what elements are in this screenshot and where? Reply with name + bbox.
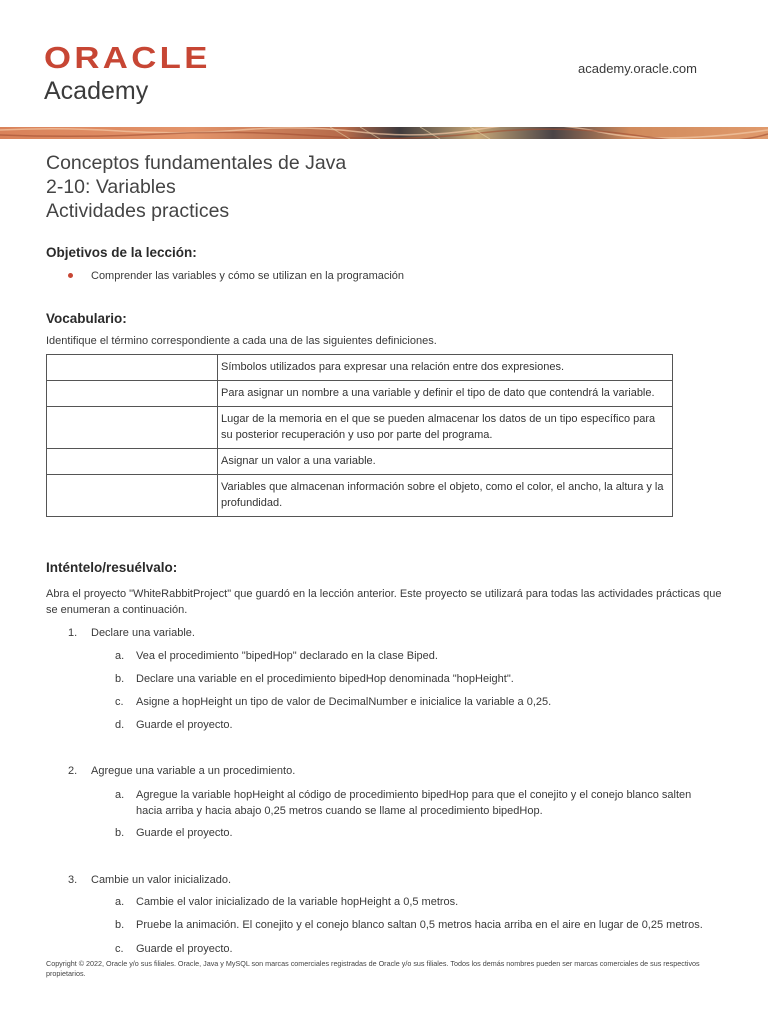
table-row bbox=[47, 475, 673, 517]
substep-text: Declare una variable en el procedimiento bipedHop denominada "hopHeight". bbox=[136, 673, 514, 685]
term-cell bbox=[47, 355, 218, 381]
step-number: 2. bbox=[68, 765, 78, 777]
substep-letter: b. bbox=[115, 827, 125, 839]
title-block bbox=[46, 151, 346, 223]
substep-text: Asigne a hopHeight un tipo de valor de DecimalNumber e inicialice la variable a 0,25. bbox=[136, 696, 552, 708]
substep-text: Vea el procedimiento "bipedHop" declarado en la clase Biped. bbox=[136, 650, 438, 662]
definition-cell: Variables que almacenan información sobre el objeto, como el color, el ancho, la altura y la profundidad. bbox=[218, 475, 673, 517]
substep-text: Guarde el proyecto. bbox=[136, 827, 233, 839]
definition-cell: Símbolos utilizados para expresar una relación entre dos expresiones. bbox=[218, 355, 673, 381]
vocabulary-heading: Vocabulario: bbox=[46, 311, 127, 326]
substep-letter: b. bbox=[115, 919, 125, 931]
substep-text: Guarde el proyecto. bbox=[136, 943, 233, 955]
try-it-intro: Abra el proyecto "WhiteRabbitProject" que guardó en la lección anterior. Este proyecto se utilizará para todas las actividades prácticas que se enumeran a continuación. bbox=[46, 588, 722, 616]
copyright-footer: Copyright © 2022, Oracle y/o sus filiales. Oracle, Java y MySQL son marcas comerciales registradas de Oracle y/o sus filiales. Todos los demás nombres pueden ser marcas comerciales de sus respectivos propietarios. bbox=[46, 959, 700, 978]
lesson-title: 2-10: Variables bbox=[46, 176, 176, 198]
substep-letter: a. bbox=[115, 650, 125, 662]
table-row bbox=[47, 355, 673, 381]
step-text: Declare una variable. bbox=[91, 627, 195, 639]
table-row bbox=[47, 381, 673, 407]
substep-letter: b. bbox=[115, 673, 125, 685]
oracle-logo: ORACLE bbox=[44, 40, 211, 75]
step-number: 1. bbox=[68, 627, 78, 639]
step-text: Agregue una variable a un procedimiento. bbox=[91, 765, 296, 777]
term-cell bbox=[47, 449, 218, 475]
term-cell bbox=[47, 475, 218, 517]
objectives-heading: Objetivos de la lección: bbox=[46, 245, 197, 260]
substep-text: Agregue la variable hopHeight al código de procedimiento bipedHop para que el conejito y el conejo blanco salten hacia arriba y hacia abajo 0,25 metros cuando se llame al procedimiento bipedHop. bbox=[136, 789, 692, 817]
table-row bbox=[47, 449, 673, 475]
substep-letter: c. bbox=[115, 696, 124, 708]
academy-logo-text: Academy bbox=[44, 77, 149, 105]
term-cell bbox=[47, 381, 218, 407]
activity-title: Actividades practices bbox=[46, 200, 230, 222]
step-text: Cambie un valor inicializado. bbox=[91, 874, 232, 886]
vocabulary-intro: Identifique el término correspondiente a cada una de las siguientes definiciones. bbox=[46, 335, 437, 347]
definition-cell: Para asignar un nombre a una variable y definir el tipo de dato que contendrá la variable. bbox=[218, 381, 673, 407]
term-cell bbox=[47, 407, 218, 449]
substep-text: Cambie el valor inicializado de la variable hopHeight a 0,5 metros. bbox=[136, 896, 459, 908]
substep-letter: c. bbox=[115, 943, 124, 955]
substep-letter: a. bbox=[115, 789, 125, 801]
definition-cell: Asignar un valor a una variable. bbox=[218, 449, 673, 475]
substep-letter: a. bbox=[115, 896, 125, 908]
definition-cell: Lugar de la memoria en el que se pueden almacenar los datos de un tipo específico para su posterior recuperación y uso por parte del programa. bbox=[218, 407, 673, 449]
substep-text: Guarde el proyecto. bbox=[136, 719, 233, 731]
substep-text: Pruebe la animación. El conejito y el conejo blanco saltan 0,5 metros hacia arriba en el aire en lugar de 0,25 metros. bbox=[136, 919, 703, 931]
vocabulary-table bbox=[46, 354, 673, 517]
course-title: Conceptos fundamentales de Java bbox=[46, 152, 347, 174]
try-it-heading: Inténtelo/resuélvalo: bbox=[46, 560, 178, 575]
substep-letter: d. bbox=[115, 719, 125, 731]
table-row bbox=[47, 407, 673, 449]
objective-item: Comprender las variables y cómo se utilizan en la programación bbox=[91, 270, 405, 282]
header-url: academy.oracle.com bbox=[578, 61, 697, 76]
step-number: 3. bbox=[68, 874, 78, 886]
bullet-icon bbox=[68, 273, 73, 278]
decorative-banner bbox=[0, 127, 768, 139]
